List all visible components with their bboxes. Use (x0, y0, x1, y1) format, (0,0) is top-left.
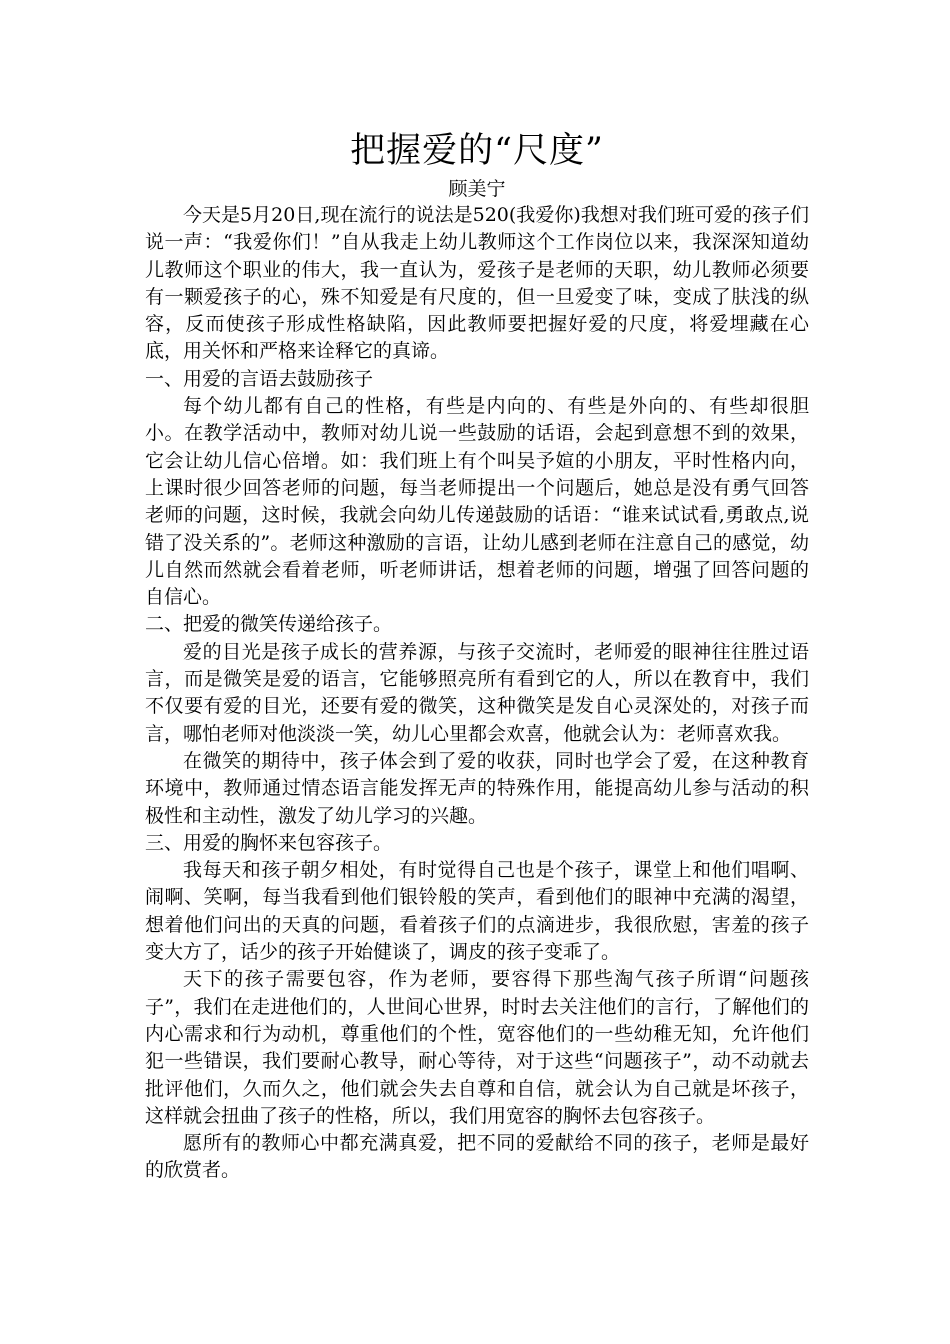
document-title: 把握爱的“尺度” (350, 131, 604, 171)
paragraph-section-3b: 天下的孩子需要包容，作为老师，要容得下那些淘气孩子所谓“问题孩子”，我们在走进他们的，人世间心世界，时时去关注他们的言行，了解他们的内心需求和行为动机，尊重他们的个性，宽容他们的一些幼稚无知，允许他们犯一些错误，我们要耐心教导，耐心等待，对于这些“问题孩子”，动不动就去批评他们，久而久之，他们就会失去自尊和自信，就会认为自己就是坏孩子，这样就会扭曲了孩子的性格，所以，我们用宽容的胸怀去包容孩子。 (145, 968, 809, 1127)
paragraph-section-2b: 在微笑的期待中，孩子体会到了爱的收获，同时也学会了爱，在这种教育环境中，教师通过情态语言能发挥无声的特殊作用，能提高幼儿参与活动的积极性和主动性，激发了幼儿学习的兴趣。 (145, 749, 809, 827)
paragraph-closing: 愿所有的教师心中都充满真爱，把不同的爱献给不同的孩子，老师是最好的欣赏者。 (145, 1132, 809, 1182)
section-heading-3: 三、用爱的胸怀来包容孩子。 (145, 831, 393, 854)
paragraph-section-2a: 爱的目光是孩子成长的营养源，与孩子交流时，老师爱的眼神往往胜过语言，而是微笑是爱的语言，它能够照亮所有看到它的人，所以在教育中，我们不仅要有爱的目光，还要有爱的微笑，这种微笑是发自心灵深处的，对孩子而言，哪怕老师对他淡淡一笑，幼儿心里都会欢喜，他就会认为：老师喜欢我。 (145, 640, 809, 745)
document-page (145, 126, 809, 1185)
paragraph-section-3a: 我每天和孩子朝夕相处，有时觉得自己也是个孩子，课堂上和他们唱啊、闹啊、笑啊，每当我看到他们银铃般的笑声，看到他们的眼神中充满的渴望，想着他们问出的天真的问题，看着孩子们的点滴进步，我很欣慰，害羞的孩子变大方了，话少的孩子开始健谈了，调皮的孩子变乖了。 (145, 859, 809, 964)
paragraph-section-1: 每个幼儿都有自己的性格，有些是内向的、有些是外向的、有些却很胆小。在教学活动中，教师对幼儿说一些鼓励的话语，会起到意想不到的效果，它会让幼儿信心倍增。如：我们班上有个叫吴予媗的小朋友，平时性格内向，上课时很少回答老师的问题，每当老师提出一个问题后，她总是没有勇气回答老师的问题，这时候，我就会向幼儿传递鼓励的话语：“谁来试试看,勇敢点,说错了没关系的”。老师这种激励的言语，让幼儿感到老师在注意自己的感觉，幼儿自然而然就会看着老师，听老师讲话，想着老师的问题，增强了回答问题的自信心。 (145, 395, 809, 609)
document-author: 顾美宁 (448, 178, 506, 200)
document-body (145, 202, 809, 1185)
section-heading-1: 一、用爱的言语去鼓励孩子 (145, 367, 374, 390)
section-heading-2: 二、把爱的微笑传递给孩子。 (145, 613, 393, 636)
paragraph-intro: 今天是5月20日,现在流行的说法是520(我爱你)我想对我们班可爱的孩子们说一声：“我爱你们！”自从我走上幼儿教师这个工作岗位以来，我深深知道幼儿教师这个职业的伟大，我一直认为，爱孩子是老师的天职，幼儿教师必须要有一颗爱孩子的心，殊不知爱是有尺度的，但一旦爱变了味，变成了肤浅的纵容，反而使孩子形成性格缺陷，因此教师要把握好爱的尺度，将爱埋藏在心底，用关怀和严格来诠释它的真谛。 (145, 204, 809, 363)
